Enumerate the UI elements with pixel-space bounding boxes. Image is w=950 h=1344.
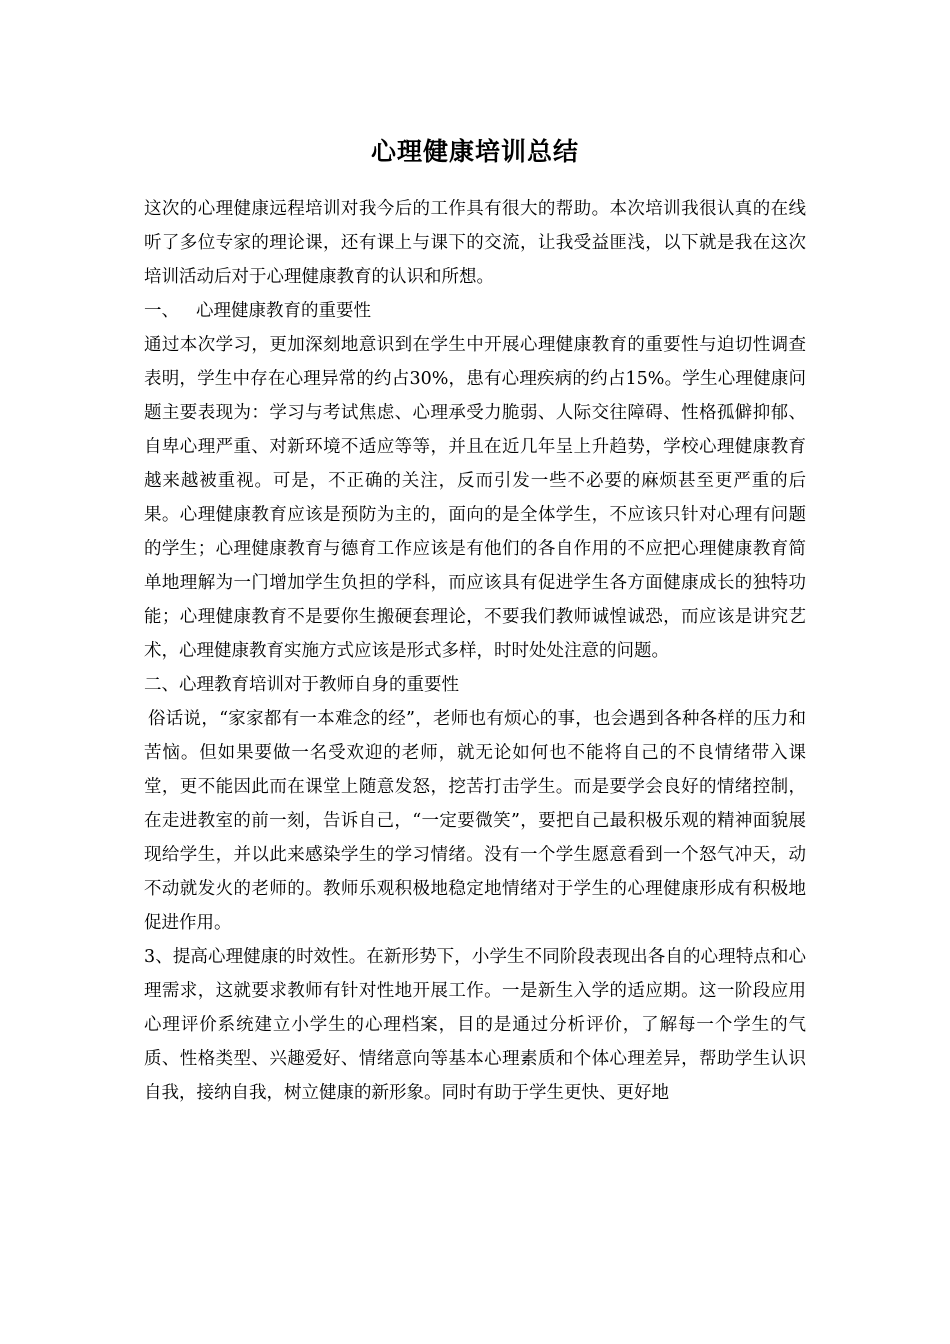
section-2-heading: 二、心理教育培训对于教师自身的重要性 [144,675,459,695]
section-2-paragraph: 俗话说，“家家都有一本难念的经”，老师也有烦心的事，也会遇到各种各样的压力和苦恼。但如果要做一名受欢迎的老师，就无论如何也不能将自己的不良情绪带入课堂，更不能因此而在课堂上随意发怒，挖苦打击学生。而是要学会良好的情绪控制，在走进教室的前一刻，告诉自己，“一定要微笑”，要把自己最积极乐观的精神面貌展现给学生，并以此来感染学生的学习情绪。没有一个学生愿意看到一个怒气冲天，动不动就发火的老师的。教师乐观积极地稳定地情绪对于学生的心理健康形成有积极地促进作用。 [144,709,806,933]
section-1-number: 一、 [144,301,179,321]
document-content [144,118,806,1110]
section-3-paragraph: 3、提高心理健康的时效性。在新形势下，小学生不同阶段表现出各自的心理特点和心理需求，这就要求教师有针对性地开展工作。一是新生入学的适应期。这一阶段应用心理评价系统建立小学生的心理档案，目的是通过分析评价，了解每一个学生的气质、性格类型、兴趣爱好、情绪意向等基本心理素质和个体心理差异，帮助学生认识自我，接纳自我，树立健康的新形象。同时有助于学生更快、更好地 [144,947,806,1103]
intro-paragraph: 这次的心理健康远程培训对我今后的工作具有很大的帮助。本次培训我很认真的在线听了多位专家的理论课，还有课上与课下的交流，让我受益匪浅，以下就是我在这次培训活动后对于心理健康教育的认识和所想。 [144,199,806,287]
document-title: 心理健康培训总结 [370,137,579,166]
section-1-paragraph: 通过本次学习，更加深刻地意识到在学生中开展心理健康教育的重要性与迫切性调查表明，学生中存在心理异常的约占30%，患有心理疾病的约占15%。学生心理健康问题主要表现为：学习与考试焦虑、心理承受力脆弱、人际交往障碍、性格孤僻抑郁、自卑心理严重、对新环境不适应等等，并且在近几年呈上升趋势，学校心理健康教育越来越被重视。可是，不正确的关注，反而引发一些不必要的麻烦甚至更严重的后果。心理健康教育应该是预防为主的，面向的是全体学生，不应该只针对心理有问题的学生；心理健康教育与德育工作应该是有他们的各自作用的不应把心理健康教育简单地理解为一门增加学生负担的学科，而应该具有促进学生各方面健康成长的独特功能；心理健康教育不是要你生搬硬套理论，不要我们教师诚惶诚恐，而应该是讲究艺术，心理健康教育实施方式应该是形式多样，时时处处注意的问题。 [144,335,806,661]
section-1-title: 心理健康教育的重要性 [196,301,371,321]
section-1-heading [144,294,806,328]
